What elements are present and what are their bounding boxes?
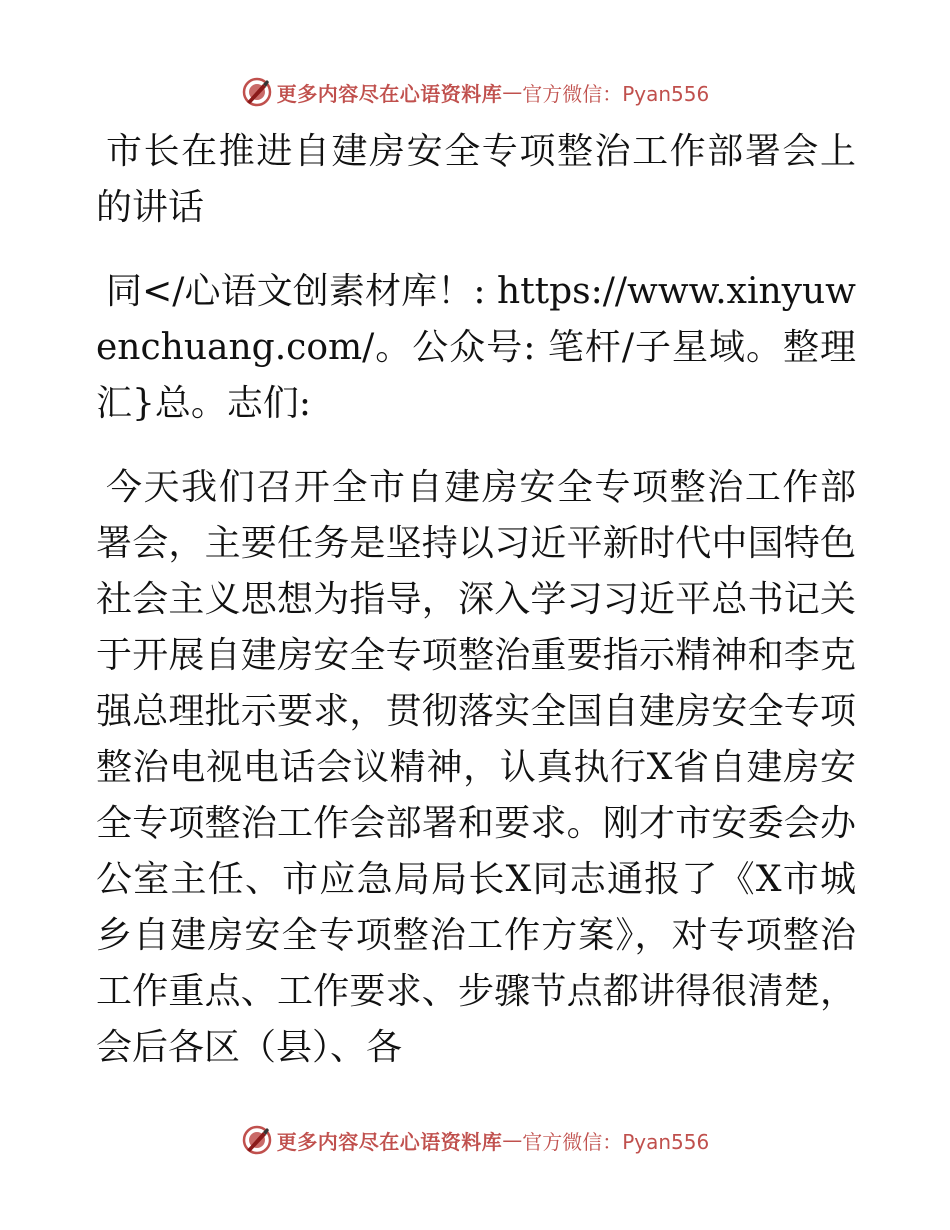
document-title: 市长在推进自建房安全专项整治工作部署会上的讲话 [96, 131, 856, 228]
pen-seal-icon [241, 76, 273, 108]
banner-separator: — [502, 80, 523, 104]
footer-watermark-banner [0, 1120, 950, 1160]
intro-paragraph: 同</心语文创素材库！: https://www.xinyuwenchuang.com/。公众号: 笔杆/子星域。整理汇}总。志们: [96, 271, 856, 424]
pen-seal-icon [241, 1124, 273, 1156]
banner-wechat-text: 官方微信：Pyan556 [522, 81, 710, 106]
body-paragraph: 今天我们召开全市自建房安全专项整治工作部署会，主要任务是坚持以习近平新时代中国特色社会主义思想为指导，深入学习习近平总书记关于开展自建房安全专项整治重要指示精神和李克强总理批示要求，贯彻落实全国自建房安全专项整治电视电话会议精神，认真执行X省自建房安全专项整治工作会部署和要求。刚才市安委会办公室主任、市应急局局长X同志通报了《X市城乡自建房安全专项整治工作方案》，对专项整治工作重点、工作要求、步骤节点都讲得很清楚，会后各区（县）、各 [96, 467, 856, 1068]
banner-separator: — [502, 1128, 523, 1152]
banner-main-text: 更多内容尽在心语资料库 [276, 81, 503, 106]
document-body [96, 118, 856, 1076]
banner-main-text: 更多内容尽在心语资料库 [276, 1129, 503, 1154]
header-watermark-banner [0, 72, 950, 112]
banner-wechat-text: 官方微信：Pyan556 [522, 1129, 710, 1154]
